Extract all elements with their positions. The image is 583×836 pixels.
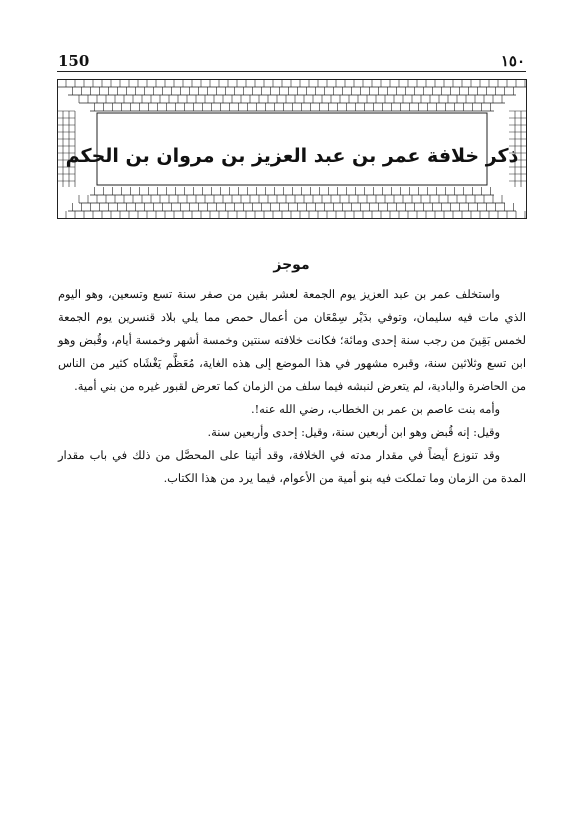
paragraph: وقد تنوزع أيضاً في مقدار مدته في الخلافة، وقد أتينا على المحصَّل من ذلك في باب مقدار المدة من الزمان وما تملكت فيه بنو أمية من الأعوام، فيما يرد من هذا الكتاب. xyxy=(58,448,526,485)
paragraph: واستخلف عمر بن عبد العزيز يوم الجمعة لعشر بقين من صفر سنة تسع وتسعين، وهو اليوم الذي مات فيه سليمان، وتوفي بدَيْر سِمْعَان من أعمال حمص مما يلي بلاد قنسرين يوم الجمعة لخمس بَقِينَ من رجب سنة إحدى ومائة؛ فكانت خلافته سنتين وخمسة أشهر وخمسة أيام، وقُبض وهو ابن تسع وثلاثين سنة، وقبره مشهور في هذا الموضع إلى هذه الغاية، مُعَظَّم يَغْشَاه كثير من الناس من الحاضرة والبادية، لم يتعرض لنبشه فيما سلف من الزمان كما تعرض لقبور غيره من بني أمية. xyxy=(58,287,526,393)
body-text xyxy=(58,283,526,490)
chapter-title: ذكر خلافة عمر بن عبد العزيز بن مروان بن الحكم xyxy=(65,145,519,167)
section-heading: موجز xyxy=(273,257,310,273)
paragraph: وأمه بنت عاصم بن عمر بن الخطاب، رضي الله عنه!. xyxy=(250,402,500,416)
header-rule xyxy=(57,71,526,72)
page-number-latin: 150 xyxy=(58,52,90,70)
chapter-title-frame xyxy=(57,79,527,219)
page-number-arabic: ١٥٠ xyxy=(500,52,525,70)
paragraph: وقيل: إنه قُبض وهو ابن أربعين سنة، وقيل: إحدى وأربعين سنة. xyxy=(207,425,500,439)
